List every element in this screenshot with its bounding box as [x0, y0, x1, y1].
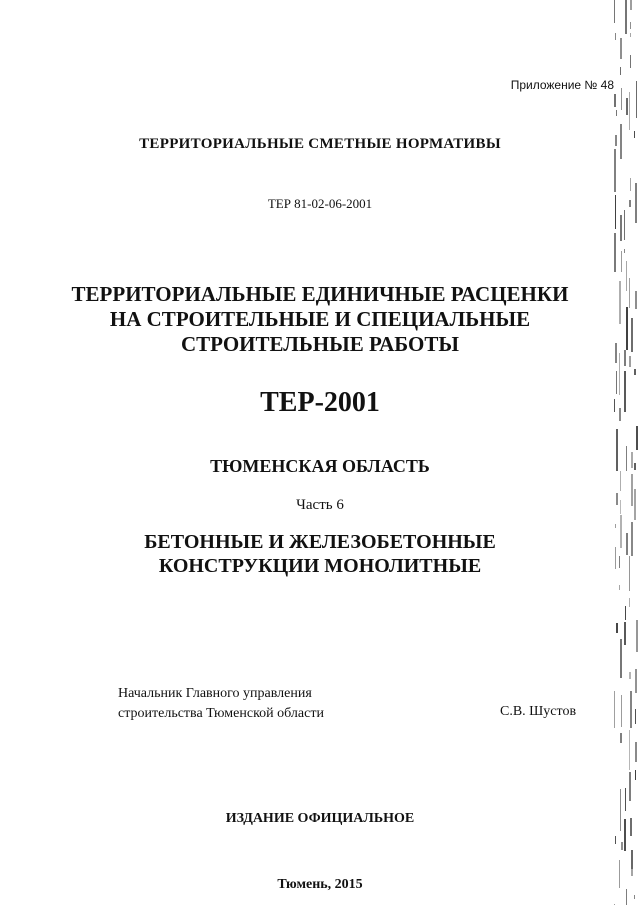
subject-line: БЕТОННЫЕ И ЖЕЛЕЗОБЕТОННЫЕ	[144, 531, 496, 553]
ter-heading: ТЕР-2001	[260, 387, 380, 418]
signer-position	[118, 684, 324, 724]
subject-line: КОНСТРУКЦИИ МОНОЛИТНЫЕ	[158, 555, 482, 577]
title-line: ТЕРРИТОРИАЛЬНЫЕ ЕДИНИЧНЫЕ РАСЦЕНКИ	[71, 282, 569, 306]
city-year: Тюмень, 2015	[277, 877, 363, 892]
document-code: ТЕР 81-02-06-2001	[267, 196, 373, 211]
signer-name: С.В. Шустов	[500, 704, 577, 719]
subject-heading	[0, 530, 640, 578]
scan-edge-artifact	[610, 0, 640, 905]
signer-position-line: Начальник Главного управления	[118, 686, 312, 701]
signer-position-line: строительства Тюменской области	[118, 706, 324, 721]
region-heading: ТЮМЕНСКАЯ ОБЛАСТЬ	[210, 456, 430, 476]
edition-label: ИЗДАНИЕ ОФИЦИАЛЬНОЕ	[225, 811, 415, 826]
appendix-label: Приложение № 48	[510, 78, 614, 92]
organization-heading: ТЕРРИТОРИАЛЬНЫЕ СМЕТНЫЕ НОРМАТИВЫ	[139, 136, 501, 152]
title-line: НА СТРОИТЕЛЬНЫЕ И СПЕЦИАЛЬНЫЕ	[109, 307, 531, 331]
document-title	[0, 282, 640, 357]
title-line: СТРОИТЕЛЬНЫЕ РАБОТЫ	[180, 332, 460, 356]
part-label: Часть 6	[296, 497, 344, 513]
